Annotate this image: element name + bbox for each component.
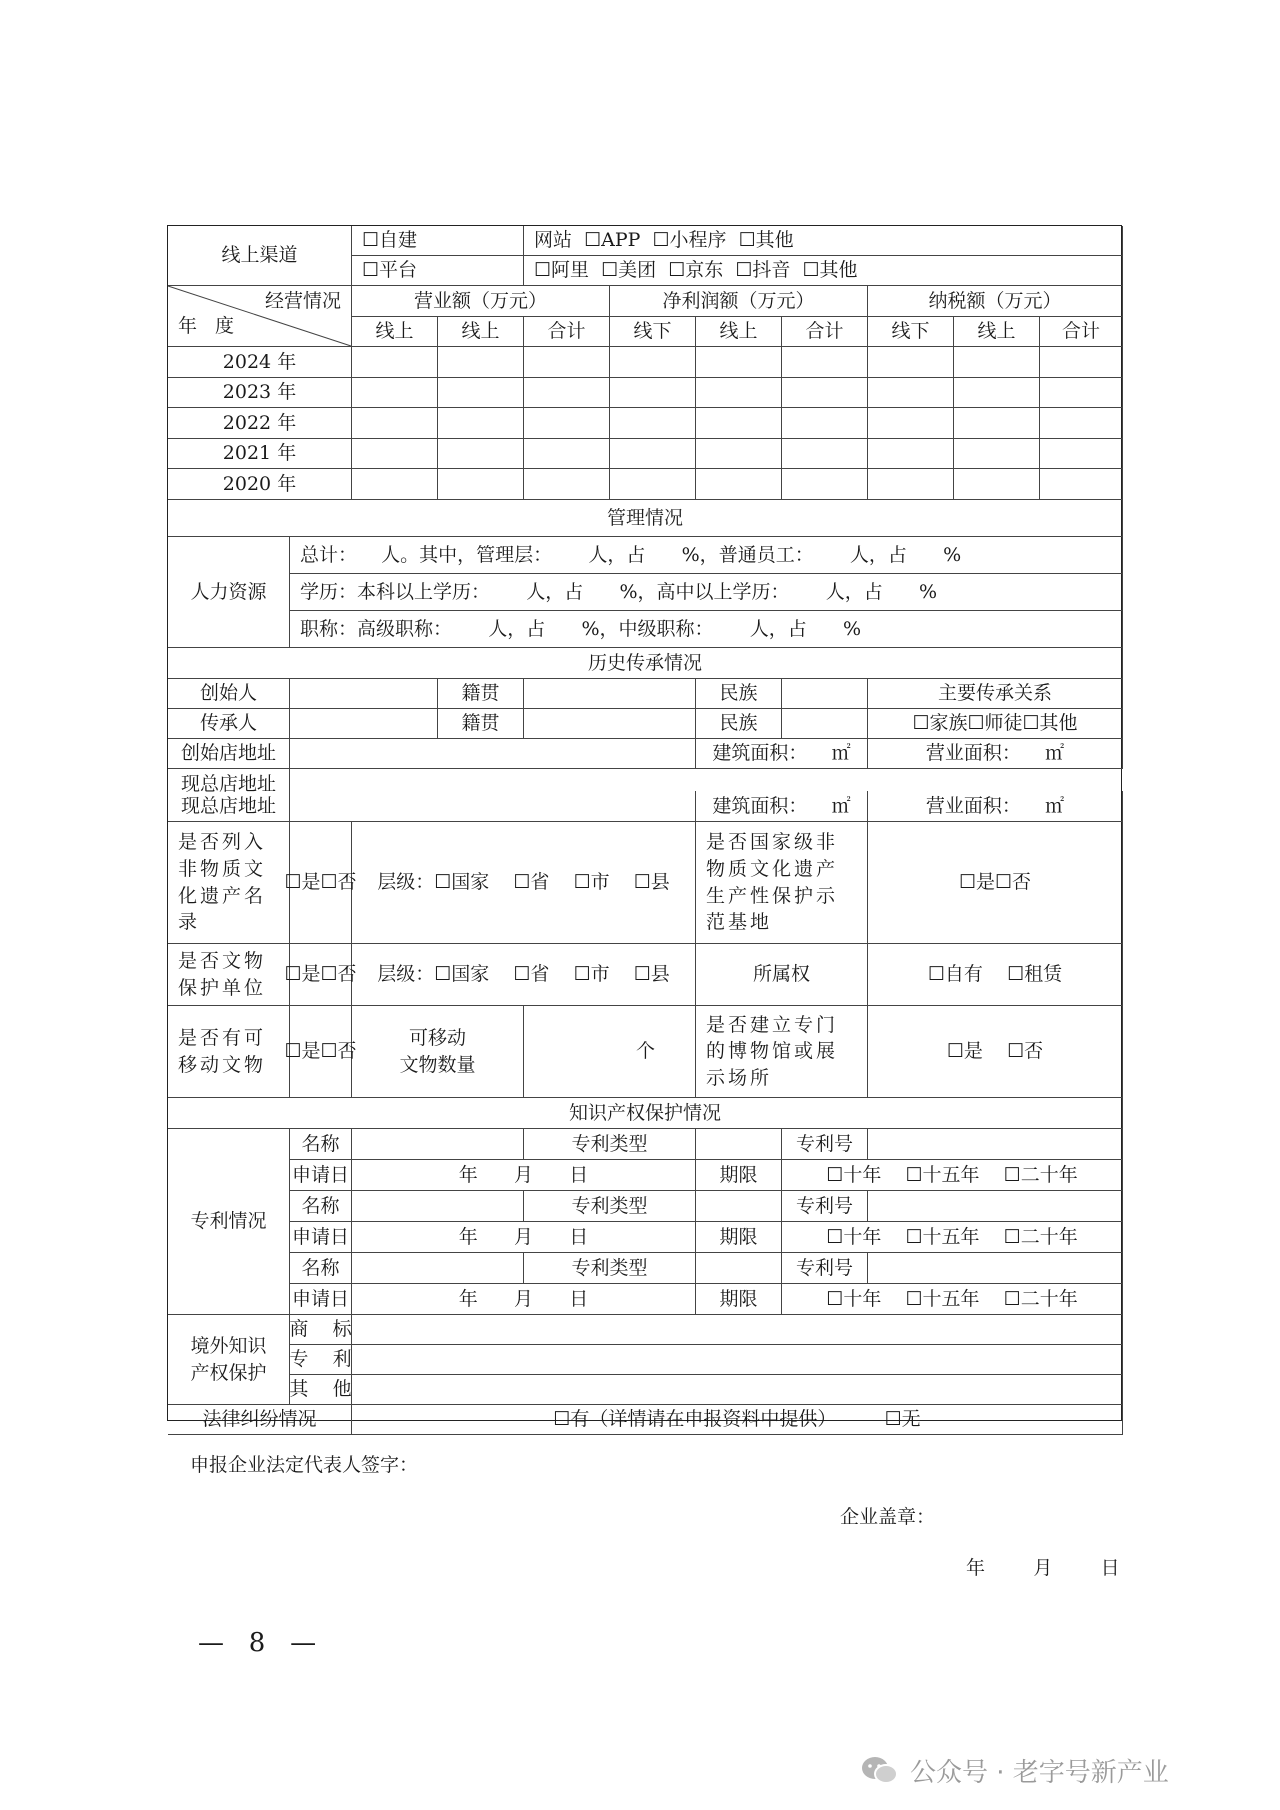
operations-value-cell[interactable]: [696, 469, 782, 500]
operations-value-cell[interactable]: [696, 439, 782, 469]
movable-question: 是否有可移动文物: [168, 1006, 290, 1098]
operations-value-cell[interactable]: [438, 347, 524, 378]
overseas-ip-label: 境外知识产权保护: [168, 1315, 290, 1405]
operations-value-cell[interactable]: [1040, 439, 1123, 469]
patent-term-label: 期限: [696, 1160, 782, 1191]
application-form-table-lower: [167, 791, 1122, 1431]
subheader: 线上: [696, 317, 782, 347]
operations-value-cell[interactable]: [352, 378, 438, 408]
operations-value-cell[interactable]: [610, 439, 696, 469]
overseas-patent-input[interactable]: [352, 1345, 1123, 1375]
operations-value-cell[interactable]: [438, 439, 524, 469]
operations-value-cell[interactable]: [524, 378, 610, 408]
overseas-trademark-label: 商 标: [290, 1315, 352, 1345]
patent-term-label: 期限: [696, 1284, 782, 1315]
patent-type-label: 专利类型: [524, 1253, 696, 1284]
operations-value-cell[interactable]: [696, 347, 782, 378]
operations-value-cell[interactable]: [782, 469, 868, 500]
operations-value-cell[interactable]: [1040, 469, 1123, 500]
patent-term-label: 期限: [696, 1222, 782, 1253]
operations-value-cell[interactable]: [610, 347, 696, 378]
ich-question: 是否列入非物质文化遗产名录: [168, 822, 290, 944]
watermark-text: 公众号 · 老字号新产业: [910, 1758, 1169, 1788]
patent-type-input[interactable]: [696, 1191, 782, 1222]
movable-count-unit[interactable]: 个: [524, 1006, 696, 1098]
year-label: 2022 年: [168, 408, 352, 439]
ownership-label: 所属权: [696, 944, 868, 1006]
inheritor-native-place-input[interactable]: [524, 709, 696, 739]
relic-question: 是否文物保护单位: [168, 944, 290, 1006]
operations-diagonal-header: [168, 286, 352, 347]
operations-value-cell[interactable]: [954, 439, 1040, 469]
overseas-other-label: 其 他: [290, 1375, 352, 1405]
operations-value-cell[interactable]: [524, 469, 610, 500]
operations-value-cell[interactable]: [524, 408, 610, 439]
subheader: 线上: [438, 317, 524, 347]
ownership-options[interactable]: ☐自有 ☐租赁: [868, 944, 1123, 1006]
patent-number-input[interactable]: [868, 1191, 1123, 1222]
hr-education-line[interactable]: 学历：本科以上学历： 人，占 %，高中以上学历： 人，占 %: [290, 574, 1123, 611]
operations-value-cell[interactable]: [1040, 347, 1123, 378]
operations-value-cell[interactable]: [782, 439, 868, 469]
operations-value-cell[interactable]: [610, 408, 696, 439]
year-label: 2021 年: [168, 439, 352, 469]
subheader: 合计: [782, 317, 868, 347]
inheritor-label: 传承人: [168, 709, 290, 739]
founding-address-input[interactable]: [290, 739, 696, 769]
legal-dispute-options[interactable]: ☐有（详情请在申报资料中提供） ☐无: [352, 1405, 1123, 1435]
operations-value-cell[interactable]: [868, 408, 954, 439]
patent-apply-date-label: 申请日: [290, 1284, 352, 1315]
hr-label: 人力资源: [168, 537, 290, 648]
patent-apply-date-input[interactable]: 年 月 日: [352, 1284, 696, 1315]
patent-type-label: 专利类型: [524, 1191, 696, 1222]
founder-label: 创始人: [168, 679, 290, 709]
subheader: 线上: [954, 317, 1040, 347]
founder-input[interactable]: [290, 679, 438, 709]
year-label: 2024 年: [168, 347, 352, 378]
patent-name-input[interactable]: [352, 1253, 524, 1284]
operations-value-cell[interactable]: [868, 347, 954, 378]
ip-title: 知识产权保护情况: [168, 1098, 1123, 1129]
page-number: — 8 —: [198, 1628, 317, 1658]
operations-value-cell[interactable]: [782, 378, 868, 408]
patent-name-input[interactable]: [352, 1129, 524, 1160]
patent-apply-date-label: 申请日: [290, 1160, 352, 1191]
operations-value-cell[interactable]: [352, 439, 438, 469]
founding-business-area[interactable]: 营业面积： ㎡: [868, 739, 1123, 769]
museum-question: 是否建立专门的博物馆或展示场所: [696, 1006, 868, 1098]
operations-value-cell[interactable]: [868, 378, 954, 408]
operations-value-cell[interactable]: [696, 408, 782, 439]
patent-number-input[interactable]: [868, 1253, 1123, 1284]
online-channels-label: 线上渠道: [168, 226, 352, 286]
founding-building-area[interactable]: 建筑面积： ㎡: [696, 739, 868, 769]
net-profit-group-header: 净利润额（万元）: [610, 286, 868, 317]
diag-top-label: 经营情况: [264, 290, 341, 312]
year-label: 2023 年: [168, 378, 352, 408]
current-business-area[interactable]: 营业面积： ㎡: [868, 791, 1123, 822]
operations-value-cell[interactable]: [954, 469, 1040, 500]
current-address-input[interactable]: [290, 791, 696, 822]
operations-value-cell[interactable]: [782, 408, 868, 439]
legal-dispute-label: 法律纠纷情况: [168, 1405, 352, 1435]
subheader: 合计: [1040, 317, 1123, 347]
overseas-patent-label: 专 利: [290, 1345, 352, 1375]
patent-term-options[interactable]: ☐十年 ☐十五年 ☐二十年: [782, 1160, 1123, 1191]
relation-options[interactable]: ☐家族☐师徒☐其他: [868, 709, 1123, 739]
movable-yes-no[interactable]: ☐是☐否: [290, 1006, 352, 1098]
overseas-trademark-input[interactable]: [352, 1315, 1123, 1345]
revenue-group-header: 营业额（万元）: [352, 286, 610, 317]
patent-label: 专利情况: [168, 1129, 290, 1315]
date-line: 年 月 日: [966, 1557, 1120, 1579]
patent-type-label: 专利类型: [524, 1129, 696, 1160]
self-built-checkbox[interactable]: ☐自建: [352, 226, 524, 256]
operations-value-cell[interactable]: [868, 439, 954, 469]
movable-count-label: 可移动 文物数量: [352, 1006, 524, 1098]
patent-name-label: 名称: [290, 1191, 352, 1222]
inheritor-input[interactable]: [290, 709, 438, 739]
ich-yes-no[interactable]: ☐是☐否: [290, 822, 352, 944]
operations-value-cell[interactable]: [696, 378, 782, 408]
founder-ethnicity-input[interactable]: [782, 679, 868, 709]
operations-value-cell[interactable]: [438, 469, 524, 500]
patent-apply-date-input[interactable]: 年 月 日: [352, 1222, 696, 1253]
watermark: [860, 1752, 1169, 1789]
patent-type-input[interactable]: [696, 1253, 782, 1284]
operations-value-cell[interactable]: [782, 347, 868, 378]
relic-yes-no[interactable]: ☐是☐否: [290, 944, 352, 1006]
operations-value-cell[interactable]: [524, 439, 610, 469]
relation-title: 主要传承关系: [868, 679, 1123, 709]
inheritor-ethnicity-input[interactable]: [782, 709, 868, 739]
operations-value-cell[interactable]: [868, 469, 954, 500]
current-address-label: 现总店地址: [168, 769, 290, 800]
patent-number-label: 专利号: [782, 1253, 868, 1284]
patent-number-label: 专利号: [782, 1129, 868, 1160]
platform-options[interactable]: ☐阿里 ☐美团 ☐京东 ☐抖音 ☐其他: [524, 256, 1123, 286]
patent-apply-date-input[interactable]: 年 月 日: [352, 1160, 696, 1191]
current-building-area[interactable]: 建筑面积： ㎡: [696, 791, 868, 822]
patent-type-input[interactable]: [696, 1129, 782, 1160]
wechat-icon: [860, 1755, 900, 1787]
platform-checkbox[interactable]: ☐平台: [352, 256, 524, 286]
overseas-other-input[interactable]: [352, 1375, 1123, 1405]
tax-group-header: 纳税额（万元）: [868, 286, 1123, 317]
seal-label: 企业盖章：: [840, 1506, 936, 1528]
diag-bottom-label: 年 度: [178, 315, 241, 338]
hr-total-line[interactable]: 总计： 人。其中，管理层： 人，占 %，普通员工： 人，占 %: [290, 537, 1123, 574]
operations-value-cell[interactable]: [352, 408, 438, 439]
operations-value-cell[interactable]: [610, 378, 696, 408]
founding-address-label: 创始店地址: [168, 739, 290, 769]
patent-name-label: 名称: [290, 1129, 352, 1160]
year-label: 2020 年: [168, 469, 352, 500]
museum-options[interactable]: ☐是 ☐否: [868, 1006, 1123, 1098]
patent-term-options[interactable]: ☐十年 ☐十五年 ☐二十年: [782, 1284, 1123, 1315]
operations-value-cell[interactable]: [438, 378, 524, 408]
hr-title-line[interactable]: 职称：高级职称： 人，占 %，中级职称： 人，占 %: [290, 611, 1123, 648]
operations-value-cell[interactable]: [610, 469, 696, 500]
self-built-options[interactable]: 网站 ☐APP ☐小程序 ☐其他: [524, 226, 1123, 256]
operations-value-cell[interactable]: [352, 469, 438, 500]
patent-apply-date-label: 申请日: [290, 1222, 352, 1253]
subheader: 线下: [868, 317, 954, 347]
patent-number-label: 专利号: [782, 1191, 868, 1222]
subheader: 线上: [352, 317, 438, 347]
ich-level-options[interactable]: 层级：☐国家 ☐省 ☐市 ☐县: [352, 822, 696, 944]
operations-value-cell[interactable]: [954, 347, 1040, 378]
patent-term-options[interactable]: ☐十年 ☐十五年 ☐二十年: [782, 1222, 1123, 1253]
founder-native-place-label: 籍贯: [438, 679, 524, 709]
founder-ethnicity-label: 民族: [696, 679, 782, 709]
management-title: 管理情况: [168, 500, 1123, 537]
relic-level-options[interactable]: 层级：☐国家 ☐省 ☐市 ☐县: [352, 944, 696, 1006]
founder-native-place-input[interactable]: [524, 679, 696, 709]
operations-value-cell[interactable]: [1040, 408, 1123, 439]
ich-base-yes-no[interactable]: ☐是☐否: [868, 822, 1123, 944]
history-title: 历史传承情况: [168, 648, 1123, 679]
operations-value-cell[interactable]: [954, 408, 1040, 439]
signature-label: 申报企业法定代表人签字：: [190, 1454, 419, 1476]
current-address-label-row: 现总店地址: [168, 791, 290, 822]
subheader: 线下: [610, 317, 696, 347]
patent-name-label: 名称: [290, 1253, 352, 1284]
inheritor-native-place-label: 籍贯: [438, 709, 524, 739]
patent-name-input[interactable]: [352, 1191, 524, 1222]
operations-value-cell[interactable]: [1040, 378, 1123, 408]
operations-value-cell[interactable]: [524, 347, 610, 378]
operations-value-cell[interactable]: [438, 408, 524, 439]
operations-value-cell[interactable]: [352, 347, 438, 378]
operations-value-cell[interactable]: [954, 378, 1040, 408]
patent-number-input[interactable]: [868, 1129, 1123, 1160]
inheritor-ethnicity-label: 民族: [696, 709, 782, 739]
ich-base-question: 是否国家级非物质文化遗产生产性保护示范基地: [696, 822, 868, 944]
subheader: 合计: [524, 317, 610, 347]
